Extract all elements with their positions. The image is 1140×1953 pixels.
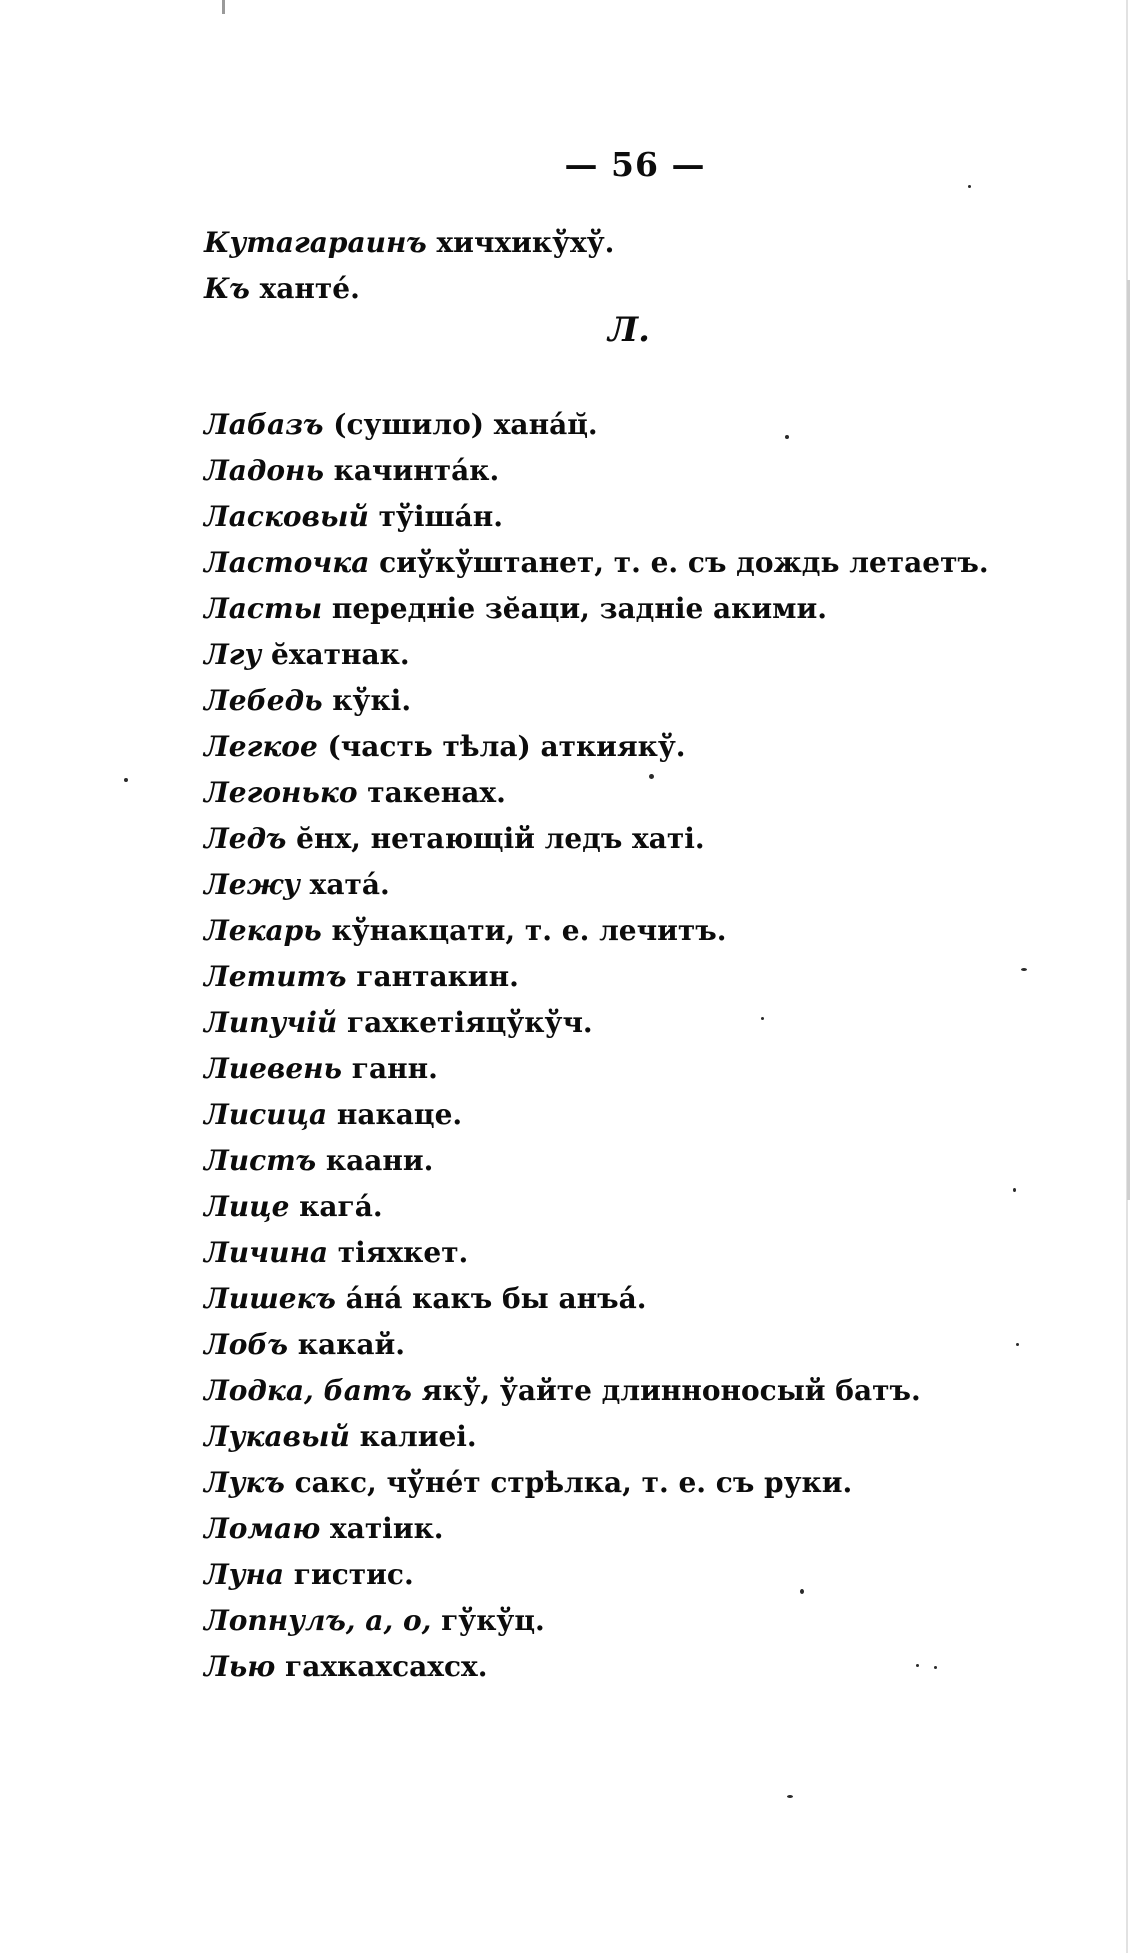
- dictionary-entry: [204, 500, 503, 534]
- dictionary-entry: [204, 914, 726, 948]
- entry-headword: Легкое: [204, 730, 318, 763]
- entry-translation: сакс, чўнéт стрѣлка, т. е. съ руки.: [284, 1466, 853, 1499]
- dictionary-entry: [204, 1558, 414, 1592]
- entry-translation: хатiик.: [320, 1512, 444, 1545]
- scan-speck: [124, 778, 128, 782]
- dictionary-entry: [204, 776, 506, 810]
- dictionary-entry: [204, 272, 360, 306]
- entry-headword: Лодка, батъ: [204, 1374, 412, 1407]
- entry-translation: качинтáк.: [323, 454, 500, 487]
- scan-speck: [800, 1589, 804, 1594]
- entry-headword: Лиевень: [204, 1052, 343, 1085]
- entry-headword: Ласточка: [204, 546, 370, 579]
- entry-translation: хантé.: [249, 272, 360, 305]
- entry-translation: гахкетiяцўкўч.: [337, 1006, 593, 1039]
- entry-translation: тўiшáн.: [368, 500, 503, 533]
- entry-headword: Личина: [204, 1236, 329, 1269]
- entry-translation: ӗхатнак.: [261, 638, 410, 671]
- dictionary-entry: [204, 1420, 477, 1454]
- entry-translation: якў, ўайте длинноносый батъ.: [411, 1374, 921, 1407]
- scan-speck: [1016, 1343, 1019, 1346]
- entry-translation: калиеi.: [349, 1420, 477, 1453]
- entry-headword: Лукъ: [204, 1466, 285, 1499]
- entry-headword: Луна: [204, 1558, 285, 1591]
- entry-translation: какай.: [288, 1328, 406, 1361]
- entry-headword: Лишекъ: [204, 1282, 336, 1315]
- entry-headword: Лью: [204, 1650, 276, 1683]
- scan-speck: [787, 1795, 793, 1798]
- entry-translation: (часть тѣла) аткиякў.: [317, 730, 686, 763]
- dictionary-entry: [204, 1236, 468, 1270]
- page-number: — 56 —: [564, 145, 706, 184]
- section-heading: Л.: [608, 310, 650, 350]
- entry-translation: кагá.: [289, 1190, 383, 1223]
- entry-translation: гўкўц.: [431, 1604, 545, 1637]
- entry-translation: каани.: [316, 1144, 434, 1177]
- entry-translation: накаце.: [327, 1098, 463, 1131]
- entry-headword: Ломаю: [204, 1512, 321, 1545]
- entry-headword: Лопнулъ, а, о,: [204, 1604, 432, 1637]
- page-edge-shadow: [1127, 280, 1130, 1200]
- scan-speck: [1013, 1188, 1016, 1192]
- dictionary-entry: [204, 960, 519, 994]
- scan-speck: [649, 774, 654, 779]
- dictionary-entry: [204, 592, 827, 626]
- entry-headword: Лабазъ: [204, 408, 324, 441]
- entry-headword: Лежу: [204, 868, 300, 901]
- entry-headword: Ласковый: [204, 500, 369, 533]
- entry-headword: Ладонь: [204, 454, 324, 487]
- dictionary-entry: [204, 1006, 593, 1040]
- dictionary-entry: [204, 822, 705, 856]
- dictionary-entry: [204, 1098, 462, 1132]
- entry-translation: гантакин.: [346, 960, 519, 993]
- entry-translation: кўнакцати, т. е. лечитъ.: [321, 914, 727, 947]
- entry-headword: Легонько: [204, 776, 358, 809]
- dictionary-entry: [204, 1466, 852, 1500]
- entry-headword: Лекарь: [204, 914, 322, 947]
- dictionary-entry: [204, 1328, 405, 1362]
- entry-headword: Лице: [204, 1190, 290, 1223]
- entry-translation: ӗнх, нетающій ледъ хатi.: [286, 822, 705, 855]
- entry-headword: Ласты: [204, 592, 323, 625]
- scan-speck: [1021, 968, 1027, 971]
- entry-translation: хичхикўхў.: [426, 226, 615, 259]
- scan-speck: [968, 185, 971, 188]
- entry-headword: Лобъ: [204, 1328, 289, 1361]
- entry-headword: Липучій: [204, 1006, 338, 1039]
- entry-headword: Кутагараинъ: [204, 226, 427, 259]
- dictionary-entry: [204, 638, 410, 672]
- dictionary-entry: [204, 868, 390, 902]
- entry-translation: кўкi.: [322, 684, 412, 717]
- scan-speck: [934, 1666, 937, 1669]
- entry-translation: (сушило) ханáц̆.: [323, 408, 598, 441]
- scan-speck: [761, 1017, 764, 1020]
- dictionary-entry: [204, 454, 499, 488]
- entry-translation: гистис.: [284, 1558, 414, 1591]
- dictionary-entry: [204, 730, 686, 764]
- scan-speck: [785, 435, 789, 439]
- entry-translation: такенах.: [357, 776, 506, 809]
- entry-translation: передніе зӗаци, задніе акими.: [322, 592, 827, 625]
- entry-translation: ганн.: [342, 1052, 438, 1085]
- dictionary-entry: [204, 1374, 921, 1408]
- dictionary-entry: [204, 1282, 646, 1316]
- entry-translation: тiяхкет.: [328, 1236, 469, 1269]
- dictionary-entry: [204, 408, 598, 442]
- entry-headword: Лгу: [204, 638, 262, 671]
- dictionary-entry: [204, 684, 411, 718]
- entry-headword: Лебедь: [204, 684, 323, 717]
- dictionary-entry: [204, 546, 989, 580]
- entry-translation: хатá.: [299, 868, 390, 901]
- entry-headword: Летитъ: [204, 960, 347, 993]
- dictionary-entry: [204, 1052, 438, 1086]
- dictionary-entry: [204, 1512, 444, 1546]
- entry-translation: áнá какъ бы анъá.: [335, 1282, 647, 1315]
- entry-headword: Листъ: [204, 1144, 317, 1177]
- scan-speck: [916, 1664, 919, 1667]
- entry-translation: гахкахсахсх.: [275, 1650, 488, 1683]
- dictionary-entry: [204, 1144, 433, 1178]
- entry-headword: Къ: [204, 272, 250, 305]
- entry-translation: сиўкўштанет, т. е. съ дождь летаетъ.: [369, 546, 989, 579]
- dictionary-entry: [204, 226, 614, 260]
- dictionary-entry: [204, 1604, 545, 1638]
- dictionary-entry: [204, 1190, 383, 1224]
- ink-mark: [222, 0, 225, 14]
- dictionary-entry: [204, 1650, 487, 1684]
- entry-headword: Лукавый: [204, 1420, 350, 1453]
- entry-headword: Ледъ: [204, 822, 287, 855]
- entry-headword: Лисица: [204, 1098, 328, 1131]
